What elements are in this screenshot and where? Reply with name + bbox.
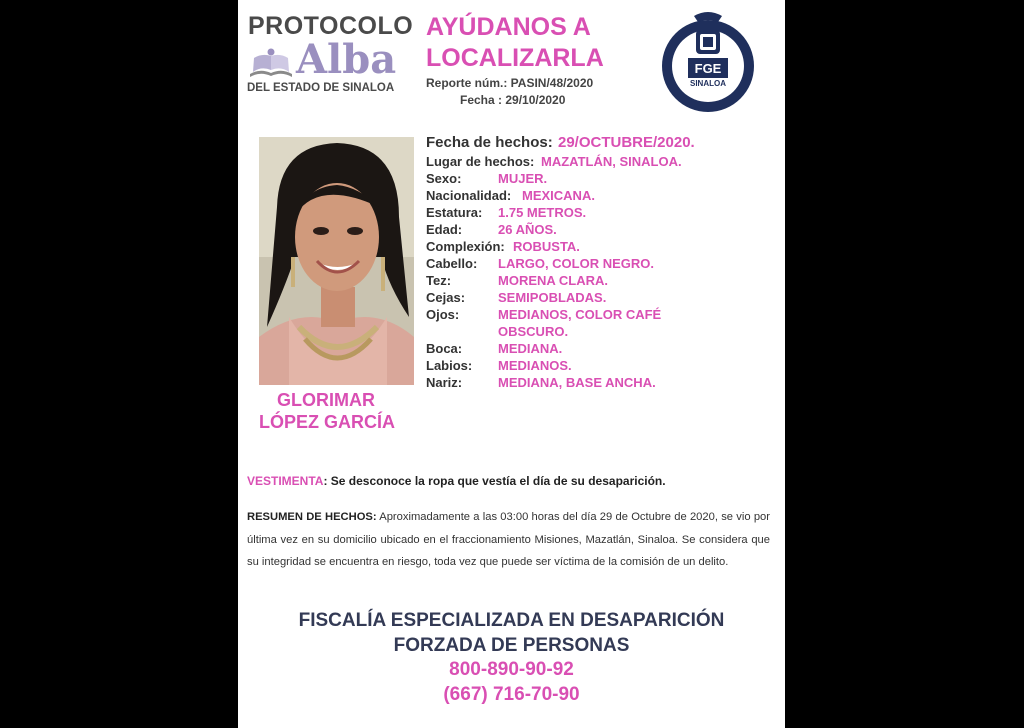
clothing-label: VESTIMENTA bbox=[247, 474, 324, 488]
detail-label: Complexión: bbox=[426, 239, 505, 254]
detail-row bbox=[426, 256, 776, 273]
detail-value: MEDIANOS, COLOR CAFÉ bbox=[498, 307, 662, 322]
detail-row bbox=[426, 188, 776, 205]
phone-number-tollfree: 800-890-90-92 bbox=[449, 659, 574, 680]
detail-label: Lugar de hechos: bbox=[426, 154, 535, 169]
title-line-1: AYÚDANOS A bbox=[426, 13, 591, 41]
logo-estado-text: DEL ESTADO DE SINALOA bbox=[247, 82, 395, 94]
clothing-note bbox=[247, 474, 666, 488]
detail-row bbox=[426, 341, 776, 358]
detail-label: Cabello: bbox=[426, 256, 478, 271]
detail-row bbox=[426, 222, 776, 239]
detail-row bbox=[426, 134, 776, 154]
detail-label: Boca: bbox=[426, 341, 463, 356]
detail-value: MEXICANA. bbox=[522, 188, 595, 203]
detail-value: 26 AÑOS. bbox=[498, 222, 557, 237]
detail-row bbox=[426, 324, 776, 341]
detail-row bbox=[426, 273, 776, 290]
detail-label: Nariz: bbox=[426, 375, 463, 390]
seal-fge-label: FGE bbox=[694, 61, 722, 76]
missing-person-photo bbox=[259, 137, 414, 385]
agency-name-line-1: FISCALÍA ESPECIALIZADA EN DESAPARICIÓN bbox=[298, 610, 725, 631]
detail-label: Ojos: bbox=[426, 307, 460, 322]
detail-label: Nacionalidad: bbox=[426, 188, 512, 203]
detail-value: MEDIANOS. bbox=[498, 358, 572, 373]
detail-value: OBSCURO. bbox=[498, 324, 569, 339]
logo-alba-text: Alba bbox=[296, 36, 397, 83]
summary-text: Aproximadamente a las 03:00 horas del día 29 de Octubre de 2020, se vio por última vez en su domicilio ubicado en el fraccionamiento Misiones, Mazatlán, Sinaloa. Se considera que su integridad se encuentra en riesgo, toda vez que puede ser víctima de la comisión de un delito. bbox=[247, 511, 770, 568]
detail-value: LARGO, COLOR NEGRO. bbox=[498, 256, 654, 271]
report-date: Fecha : 29/10/2020 bbox=[460, 93, 566, 107]
detail-value: MEDIANA. bbox=[498, 341, 563, 356]
detail-row bbox=[426, 290, 776, 307]
report-number: Reporte núm.: PASIN/48/2020 bbox=[426, 76, 594, 90]
detail-row bbox=[426, 239, 776, 256]
detail-row bbox=[426, 375, 776, 392]
person-last-name: LÓPEZ GARCÍA bbox=[259, 412, 396, 432]
detail-label: Labios: bbox=[426, 358, 473, 373]
detail-row bbox=[426, 358, 776, 375]
summary-paragraph bbox=[247, 506, 770, 574]
detail-label: Fecha de hechos: bbox=[426, 134, 553, 151]
detail-value: 29/OCTUBRE/2020. bbox=[558, 134, 695, 151]
missing-person-poster bbox=[238, 0, 785, 728]
fge-seal-icon bbox=[658, 6, 758, 116]
title-line-2: LOCALIZARLA bbox=[426, 44, 604, 72]
detail-value: MEDIANA, BASE ANCHA. bbox=[498, 375, 656, 390]
seal-sinaloa-label: SINALOA bbox=[690, 79, 726, 88]
summary-label: RESUMEN DE HECHOS: bbox=[247, 511, 377, 523]
detail-label: Estatura: bbox=[426, 205, 483, 220]
detail-row bbox=[426, 307, 776, 324]
detail-value: MAZATLÁN, SINALOA. bbox=[541, 154, 682, 169]
detail-row bbox=[426, 171, 776, 188]
clothing-text: : Se desconoce la ropa que vestía el día de su desaparición. bbox=[323, 474, 666, 488]
detail-row bbox=[426, 154, 776, 171]
open-book-icon bbox=[248, 46, 294, 78]
detail-label: Sexo: bbox=[426, 171, 462, 186]
phone-number-local: (667) 716-70-90 bbox=[443, 684, 580, 705]
detail-value: SEMIPOBLADAS. bbox=[498, 290, 607, 305]
poster-title bbox=[426, 12, 604, 74]
detail-row bbox=[426, 205, 776, 222]
agency-name-line-2: FORZADA DE PERSONAS bbox=[393, 635, 630, 656]
detail-label: Edad: bbox=[426, 222, 463, 237]
logo-protocolo-text: PROTOCOLO bbox=[248, 12, 414, 40]
detail-value: MORENA CLARA. bbox=[498, 273, 609, 288]
detail-value: ROBUSTA. bbox=[513, 239, 580, 254]
person-first-name: GLORIMAR bbox=[277, 390, 375, 410]
detail-label: Cejas: bbox=[426, 290, 466, 305]
seal-ring-label: FISCALÍA GENERAL DEL ESTADO bbox=[673, 67, 743, 103]
person-details bbox=[426, 134, 776, 392]
detail-value: 1.75 METROS. bbox=[498, 205, 587, 220]
detail-label: Tez: bbox=[426, 273, 452, 288]
detail-value: MUJER. bbox=[498, 171, 548, 186]
